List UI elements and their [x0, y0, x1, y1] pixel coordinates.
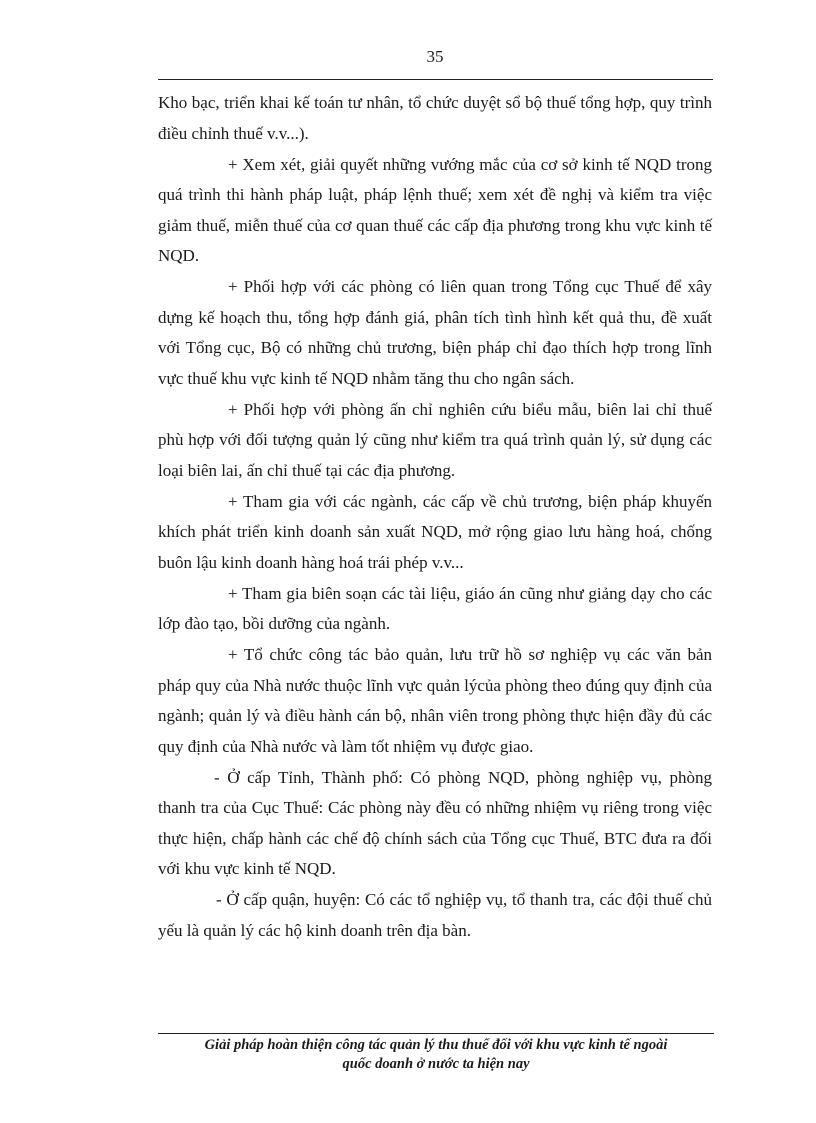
paragraph-continuation: Kho bạc, triển khai kế toán tư nhân, tổ chức duyệt sổ bộ thuế tổng hợp, quy trình điều chỉnh thuế v.v...). [158, 93, 712, 143]
paragraph-participate-policy: + Tham gia với các ngành, các cấp về chủ trương, biện pháp khuyến khích phát triển kinh doanh sản xuất NQD, mở rộng giao lưu hàng hoá, chống buôn lậu kinh doanh hàng hoá trái phép v.v... [158, 491, 712, 572]
running-footer [158, 1036, 714, 1074]
paragraph-records-management: + Tổ chức công tác bảo quản, lưu trữ hồ sơ nghiệp vụ các văn bản pháp quy của Nhà nước thuộc lĩnh vực quản lýcủa phòng theo đúng quy định của ngành; quản lý và điều hành cán bộ, nhân viên trong phòng thực hiện đầy đủ các quy định của Nhà nước và làm tốt nhiệm vụ được giao. [158, 645, 712, 756]
paragraph-district-level: - Ở cấp quận, huyện: Có các tổ nghiệp vụ, tổ thanh tra, các đội thuế chủ yếu là quản lý các hộ kinh doanh trên địa bàn. [158, 890, 712, 940]
document-body [158, 88, 712, 947]
footer-divider [158, 1033, 714, 1034]
page-number: 35 [426, 47, 444, 66]
footer-line-2: quốc doanh ở nước ta hiện nay [342, 1056, 530, 1072]
paragraph-participate-training: + Tham gia biên soạn các tài liệu, giáo án cũng như giảng dạy cho các lớp đào tạo, bồi dưỡng của ngành. [158, 583, 712, 633]
paragraph-review-issues: + Xem xét, giải quyết những vướng mắc của cơ sở kinh tế NQD trong quá trình thi hành pháp luật, pháp lệnh thuế; xem xét đề nghị và kiểm tra việc giảm thuế, miễn thuế của cơ quan thuế các cấp địa phương trong khu vực kinh tế NQD. [158, 154, 712, 265]
footer-line-1: Giải pháp hoàn thiện công tác quản lý thu thuế đối với khu vực kinh tế ngoài [204, 1037, 668, 1053]
header-divider [158, 79, 713, 80]
paragraph-coordinate-revenue: + Phối hợp với các phòng có liên quan trong Tổng cục Thuế để xây dựng kế hoạch thu, tổng hợp đánh giá, phân tích tình hình kết quả thu, đề xuất với Tổng cục, Bộ có những chủ trương, biện pháp chỉ đạo thích hợp trong lĩnh vực thuế khu vực kinh tế NQD nhằm tăng thu cho ngân sách. [158, 277, 712, 388]
paragraph-coordinate-forms: + Phối hợp với phòng ấn chỉ nghiên cứu biểu mẫu, biên lai chỉ thuế phù hợp với đối tượng quản lý cũng như kiểm tra quá trình quản lý, sử dụng các loại biên lai, ấn chỉ thuế tại các địa phương. [158, 399, 712, 480]
paragraph-province-level: - Ở cấp Tỉnh, Thành phố: Có phòng NQD, phòng nghiệp vụ, phòng thanh tra của Cục Thuế: Các phòng này đều có những nhiệm vụ riêng trong việc thực hiện, chấp hành các chế độ chính sách của Tổng cục Thuế, BTC đưa ra đối với khu vực kinh tế NQD. [158, 767, 712, 878]
